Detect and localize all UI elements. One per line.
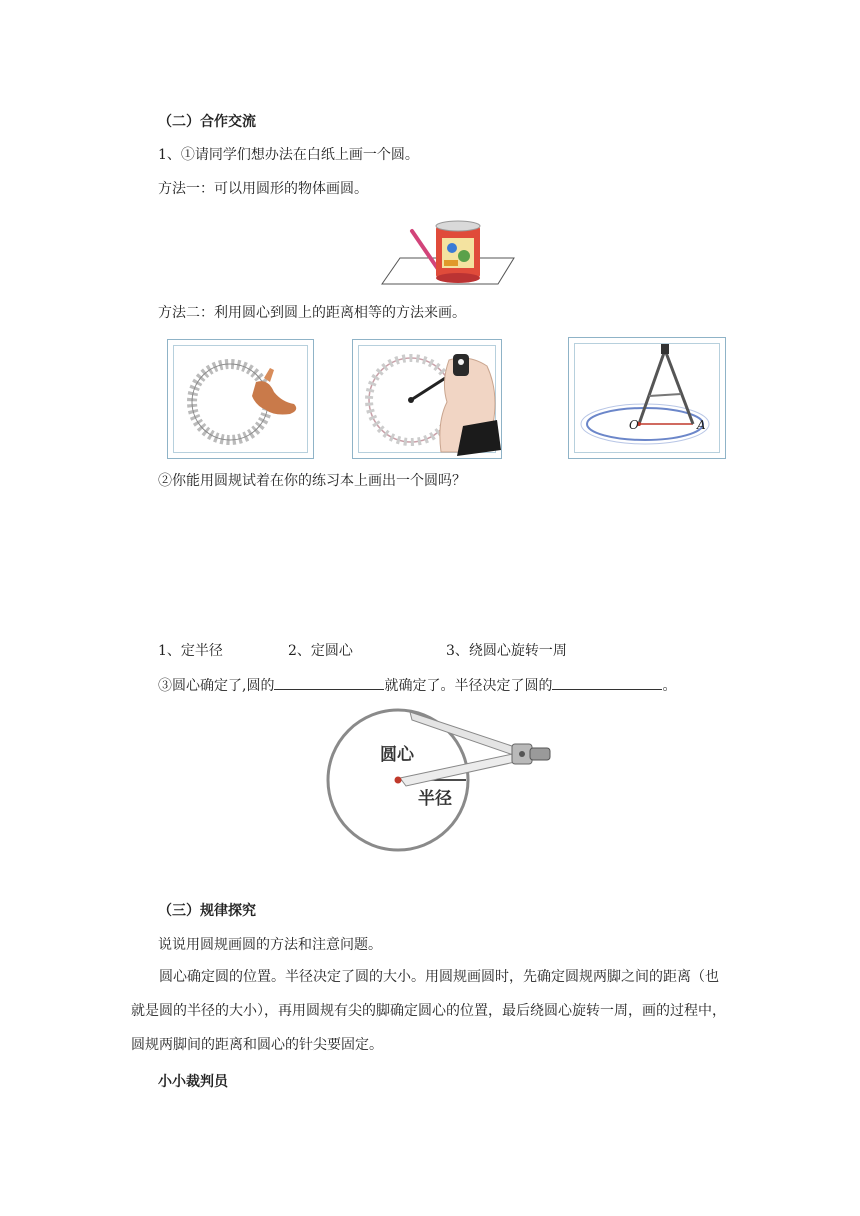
compass-diagram (326, 706, 556, 858)
radius-label: 半径 (418, 789, 452, 809)
compass-circle-panel (568, 337, 726, 459)
question-3-part2: 就确定了。半径决定了圆的 (384, 678, 553, 694)
can-drawing-illustration (380, 216, 520, 288)
method-one-text: 方法一：可以用圆形的物体画圆。 (158, 181, 368, 197)
method-two-text: 方法二：利用圆心到圆上的距离相等的方法来画。 (158, 305, 466, 321)
exploration-prompt: 说说用圆规画圆的方法和注意问题。 (158, 937, 382, 953)
question-2: ②你能用圆规试着在你的练习本上画出一个圆吗？ (158, 473, 466, 489)
question-3-part1: ③圆心确定了,圆的 (158, 678, 275, 694)
question-1: 1、①请同学们想办法在白纸上画一个圆。 (158, 147, 419, 163)
exploration-paragraph-text: 圆心确定圆的位置。半径决定了圆的大小。用圆规画圆时，先确定圆规两脚之间的距离（也就是圆的半径的大小），再用圆规有尖的脚确定圆心的位置，最后绕圆心旋转一周，画的过程中，圆规两脚间的距离和圆心的针尖要固定。 (131, 969, 726, 1053)
answer-blank-1[interactable] (274, 675, 384, 690)
step-rotate: 3、绕圆心旋转一周 (446, 643, 567, 659)
referee-subheading: 小小裁判员 (158, 1074, 228, 1090)
question-3-part3: 。 (662, 678, 677, 694)
point-o-label: O (629, 418, 639, 432)
step-set-center: 2、定圆心 (288, 643, 353, 659)
rope-circle-panel (167, 339, 314, 459)
section-heading-cooperation: （二）合作交流 (158, 114, 256, 130)
center-label: 圆心 (380, 745, 414, 765)
exploration-paragraph (131, 960, 731, 1062)
string-circle-panel (352, 339, 502, 459)
point-a-label: A (697, 418, 706, 432)
step-set-radius: 1、定半径 (158, 643, 223, 659)
section-heading-exploration: （三）规律探究 (158, 903, 256, 919)
question-3 (158, 675, 676, 696)
answer-blank-2[interactable] (552, 675, 662, 690)
